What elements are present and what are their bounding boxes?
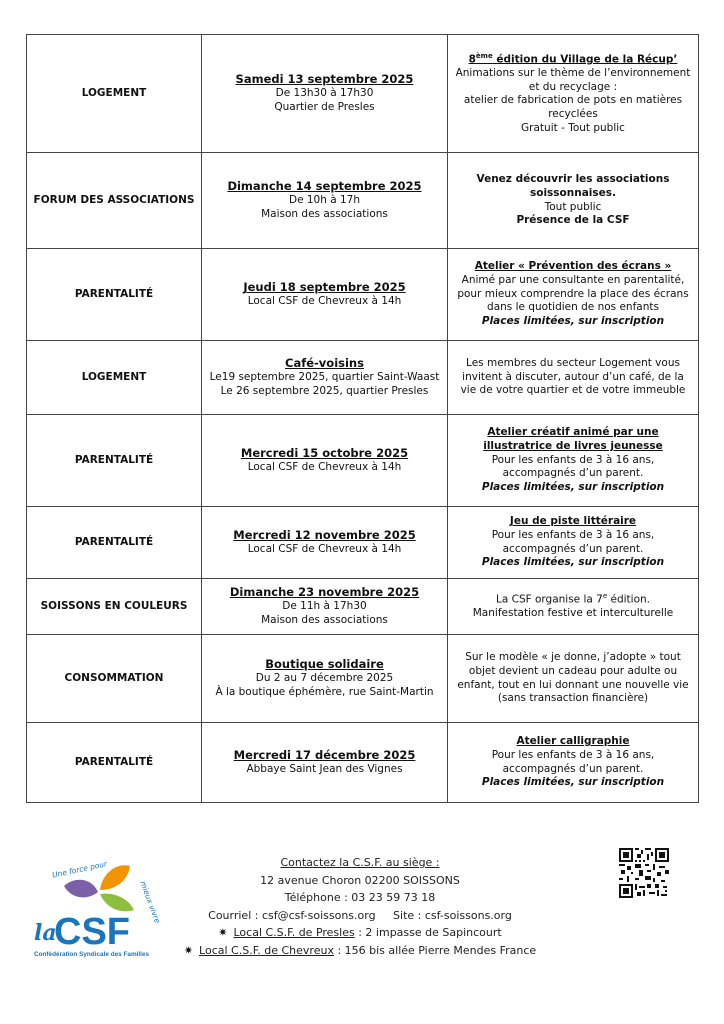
row-detail: De 10h à 17h	[288, 194, 361, 207]
row-desc-note: Places limitées, sur inscription	[481, 556, 665, 569]
row-desc-bold: Présence de la CSF	[516, 214, 630, 227]
row-description	[448, 35, 699, 153]
row-desc-title: Atelier calligraphie	[516, 735, 630, 748]
row-date: Samedi 13 septembre 2025	[235, 72, 414, 87]
row-date: Café-voisins	[285, 356, 364, 371]
row-theme: PARENTALITÉ	[27, 249, 202, 341]
logo-petal-purple	[64, 880, 98, 898]
contact-phone: Téléphone : 03 23 59 73 18	[284, 891, 436, 905]
row-when	[202, 153, 448, 249]
row-date: Dimanche 14 septembre 2025	[227, 179, 422, 194]
row-when	[202, 635, 448, 723]
contact-local-presles: ✷ Local C.S.F. de Presles : 2 impasse de Sapincourt	[218, 926, 502, 940]
row-description	[448, 507, 699, 579]
row-date: Boutique solidaire	[265, 657, 384, 672]
row-detail: Local CSF de Chevreux à 14h	[247, 543, 402, 556]
row-theme: PARENTALITÉ	[27, 415, 202, 507]
table-row	[27, 415, 699, 507]
contact-email-site: Courriel : csf@csf-soissons.org Site : csf-soissons.org	[208, 908, 512, 922]
asterisk-icon: ✷	[183, 943, 194, 957]
row-when	[202, 341, 448, 415]
footer	[0, 840, 724, 1024]
qr-code-icon[interactable]	[619, 848, 669, 898]
row-when	[202, 415, 448, 507]
row-when	[202, 723, 448, 803]
row-desc-text: Animé par une consultante en parentalité, pour mieux comprendre la place des écrans dans le quotidien de nos enfants	[457, 274, 689, 314]
logo-petal-orange	[100, 865, 130, 890]
table-row	[27, 249, 699, 341]
row-detail: Maison des associations	[261, 613, 388, 626]
row-desc-text: Tout public	[544, 200, 602, 213]
row-desc-text: atelier de fabrication de pots en matières recyclées	[463, 94, 683, 120]
row-detail: À la boutique éphémère, rue Saint-Martin	[215, 685, 434, 698]
row-description	[448, 249, 699, 341]
row-detail: Le 26 septembre 2025, quartier Presles	[220, 384, 429, 397]
row-description	[448, 635, 699, 723]
logo-subtitle: Confédération Syndicale des Familles	[34, 951, 150, 958]
row-detail: Local CSF de Chevreux à 14h	[247, 461, 402, 474]
row-desc-title: Atelier « Prévention des écrans »	[474, 260, 672, 273]
row-desc-text: Manifestation festive et interculturelle	[472, 607, 674, 620]
row-theme: PARENTALITÉ	[27, 723, 202, 803]
row-theme: CONSOMMATION	[27, 635, 202, 723]
row-description	[448, 579, 699, 635]
row-desc-text: Animations sur le thème de l’environnement et du recyclage :	[455, 66, 691, 93]
row-desc-note: Places limitées, sur inscription	[481, 776, 665, 789]
row-description	[448, 153, 699, 249]
table-row	[27, 153, 699, 249]
row-desc-title: Jeu de piste littéraire	[509, 515, 637, 528]
row-desc-note: Places limitées, sur inscription	[481, 480, 665, 493]
table-row	[27, 635, 699, 723]
row-desc-title: 8ème édition du Village de la Récup’	[468, 51, 678, 66]
table-row	[27, 723, 699, 803]
row-desc-text: Les membres du secteur Logement vous invitent à discuter, autour d’un café, de la vie de votre quartier et de votre immeuble	[460, 357, 686, 397]
row-detail: Du 2 au 7 décembre 2025	[255, 672, 394, 685]
row-when	[202, 249, 448, 341]
row-desc-bold: Venez découvrir les associations soissonnaises.	[476, 173, 670, 199]
row-date: Mercredi 17 décembre 2025	[233, 748, 416, 763]
row-theme: PARENTALITÉ	[27, 507, 202, 579]
agenda-table	[26, 34, 699, 803]
row-desc-text: Gratuit - Tout public	[521, 121, 625, 134]
row-detail: Local CSF de Chevreux à 14h	[247, 295, 402, 308]
row-desc-note: Places limitées, sur inscription	[481, 314, 665, 327]
row-description	[448, 341, 699, 415]
row-detail: De 13h30 à 17h30	[275, 87, 374, 100]
row-date: Jeudi 18 septembre 2025	[243, 280, 406, 295]
contact-block	[180, 854, 540, 960]
row-detail: De 11h à 17h30	[282, 600, 367, 613]
row-when	[202, 579, 448, 635]
row-theme: LOGEMENT	[27, 35, 202, 153]
row-when	[202, 507, 448, 579]
row-detail: Abbaye Saint Jean des Vignes	[246, 763, 403, 776]
row-desc-text: Pour les enfants de 3 à 16 ans, accompagnés d’un parent.	[491, 748, 655, 775]
row-date: Dimanche 23 novembre 2025	[229, 585, 420, 600]
row-desc-text: Sur le modèle « je donne, j’adopte » tout objet devient un cadeau pour adulte ou enfant, tout en lui donnant une nouvelle vie (sans transaction financière)	[457, 651, 689, 705]
contact-title: Contactez la C.S.F. au siège :	[280, 856, 440, 869]
logo-petal-green	[100, 894, 134, 912]
row-detail: Quartier de Presles	[274, 100, 375, 113]
row-detail: Maison des associations	[261, 207, 388, 220]
logo-tagline-left: Une force pour	[51, 859, 108, 880]
row-desc-text: Pour les enfants de 3 à 16 ans, accompagnés d’un parent.	[491, 453, 655, 480]
row-desc-text: La CSF organise la 7e édition.	[495, 592, 651, 606]
contact-address: 12 avenue Choron 02200 SOISSONS	[260, 873, 460, 887]
row-theme: LOGEMENT	[27, 341, 202, 415]
row-desc-text: Pour les enfants de 3 à 16 ans, accompagnés d’un parent.	[491, 528, 655, 555]
csf-logo	[30, 848, 170, 968]
row-description	[448, 415, 699, 507]
row-description	[448, 723, 699, 803]
table-row	[27, 35, 699, 153]
asterisk-icon: ✷	[218, 926, 228, 940]
row-date: Mercredi 12 novembre 2025	[233, 528, 416, 543]
logo-csf: CSF	[54, 911, 130, 953]
row-when	[202, 35, 448, 153]
logo-tagline-right: mieux vivre	[138, 879, 162, 925]
logo-la: la	[34, 920, 57, 946]
row-desc-title: Atelier créatif animé par une illustratrice de livres jeunesse	[483, 426, 663, 453]
table-row	[27, 579, 699, 635]
table-row	[27, 507, 699, 579]
row-theme: SOISSONS EN COULEURS	[27, 579, 202, 635]
row-date: Mercredi 15 octobre 2025	[240, 446, 409, 461]
row-detail: Le19 septembre 2025, quartier Saint-Waast	[209, 371, 440, 384]
table-row	[27, 341, 699, 415]
contact-local-chevreux: ✷ Local C.S.F. de Chevreux : 156 bis allée Pierre Mendes France	[183, 943, 537, 957]
row-theme: FORUM DES ASSOCIATIONS	[27, 153, 202, 249]
